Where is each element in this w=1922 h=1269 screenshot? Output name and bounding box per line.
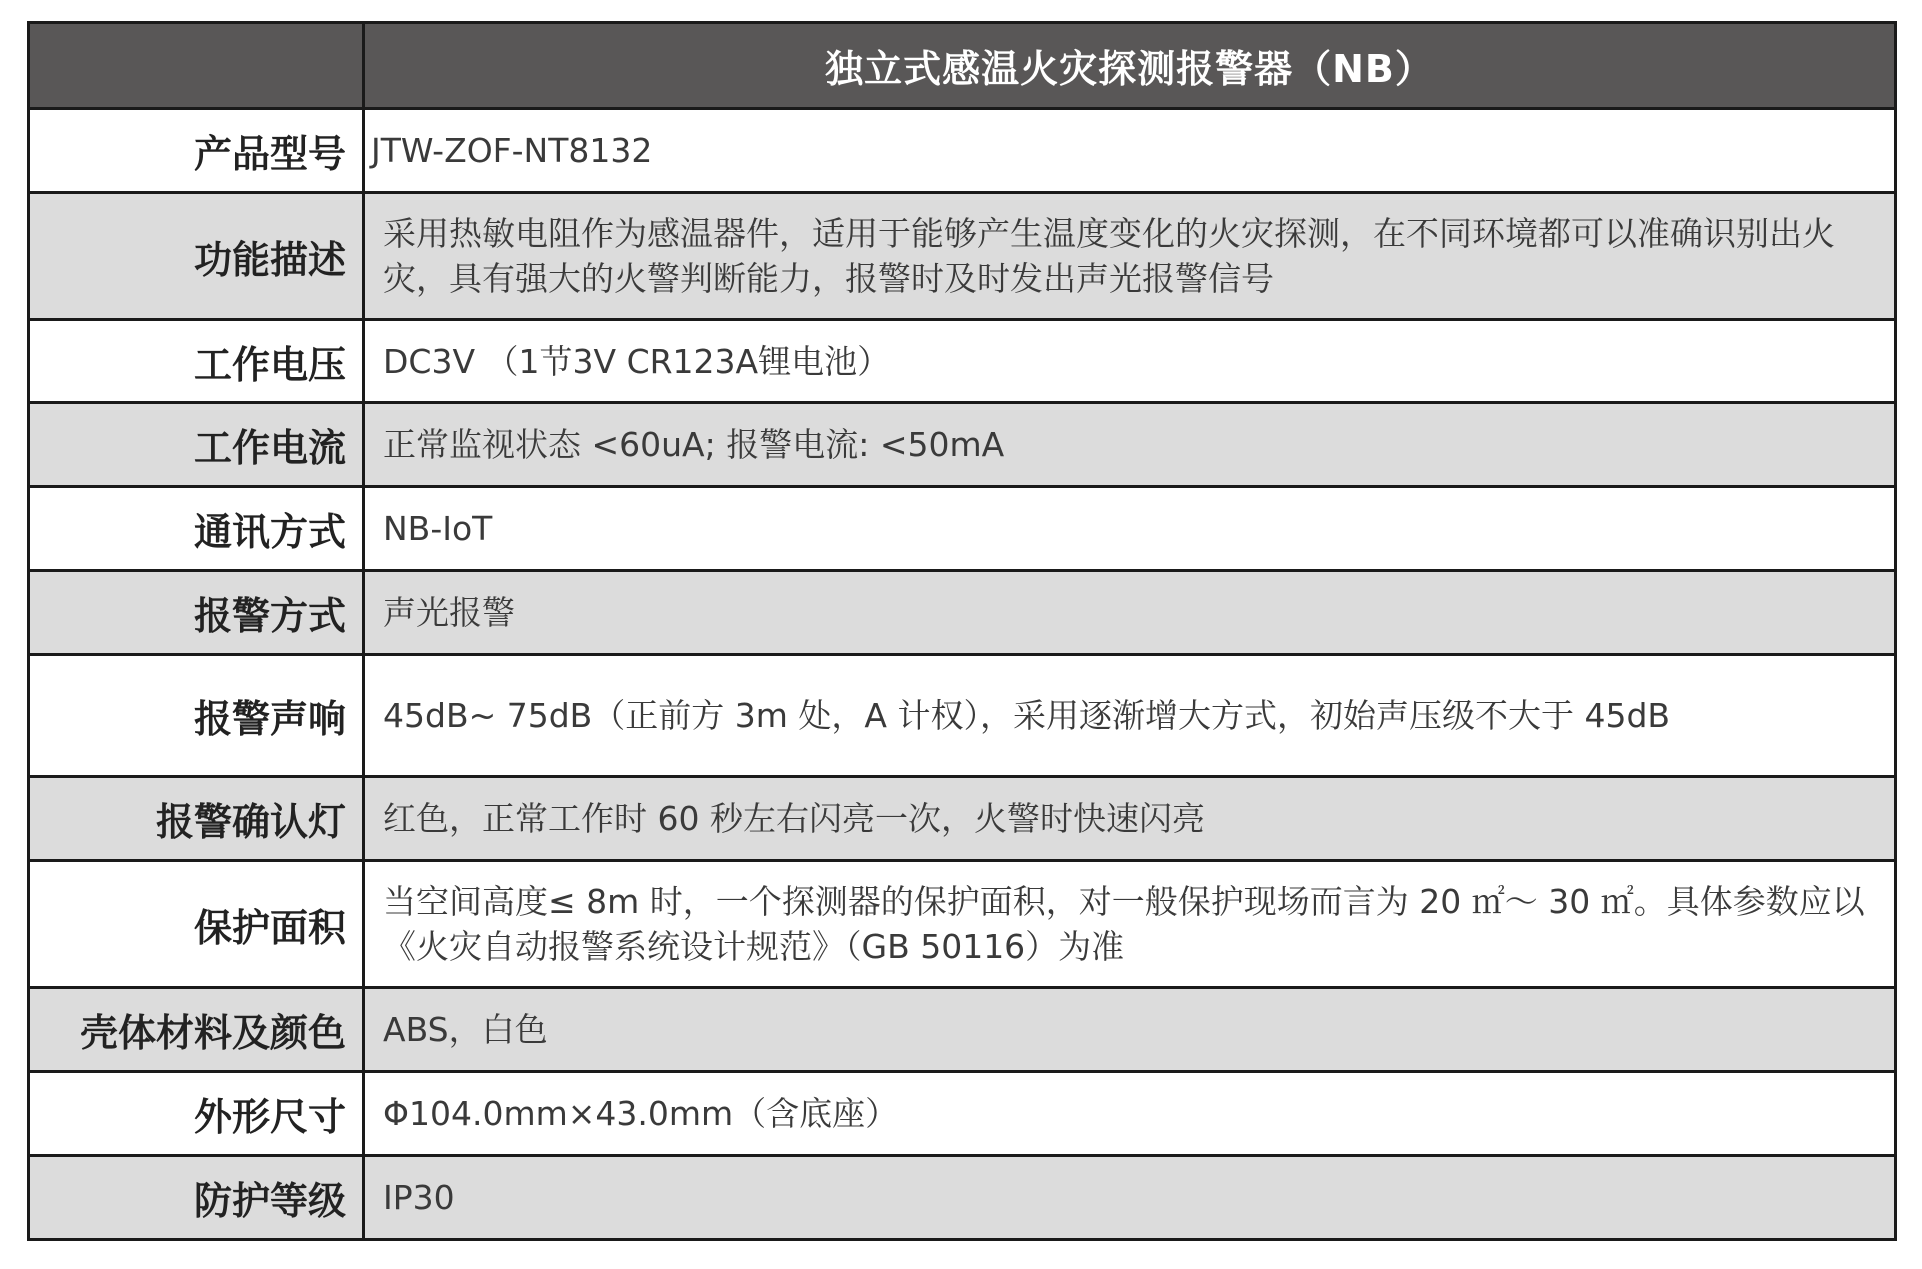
table-row (29, 861, 1896, 988)
table-row (29, 487, 1896, 571)
row-value: DC3V （1节3V CR123A锂电池） (364, 320, 1896, 403)
row-value: 正常监视状态 <60uA; 报警电流: <50mA (364, 403, 1896, 487)
row-label: 外形尺寸 (29, 1072, 364, 1156)
spec-table (27, 21, 1897, 1241)
table-row (29, 193, 1896, 320)
table-row (29, 655, 1896, 777)
table-row (29, 403, 1896, 487)
table-title: 独立式感温火灾探测报警器（NB） (364, 23, 1896, 109)
row-value: 红色，正常工作时 60 秒左右闪亮一次，火警时快速闪亮 (364, 777, 1896, 861)
row-value: 采用热敏电阻作为感温器件，适用于能够产生温度变化的火灾探测，在不同环境都可以准确识别出火灾，具有强大的火警判断能力，报警时及时发出声光报警信号 (364, 193, 1896, 320)
row-label: 报警方式 (29, 571, 364, 655)
row-label: 产品型号 (29, 109, 364, 193)
row-value: 声光报警 (364, 571, 1896, 655)
table-row (29, 777, 1896, 861)
row-label: 保护面积 (29, 861, 364, 988)
row-value: IP30 (364, 1156, 1896, 1240)
header-corner-cell (29, 23, 364, 109)
row-value: NB-IoT (364, 487, 1896, 571)
row-value: 当空间高度≤ 8m 时，一个探测器的保护面积，对一般保护现场而言为 20 ㎡～ 30 ㎡。具体参数应以《火灾自动报警系统设计规范》（GB 50116）为准 (364, 861, 1896, 988)
table-row (29, 988, 1896, 1072)
table-header-row (29, 23, 1896, 109)
row-label: 报警确认灯 (29, 777, 364, 861)
row-label: 工作电流 (29, 403, 364, 487)
table-row (29, 320, 1896, 403)
row-label: 报警声响 (29, 655, 364, 777)
table-row (29, 571, 1896, 655)
row-value: JTW-ZOF-NT8132 (364, 109, 1896, 193)
row-label: 防护等级 (29, 1156, 364, 1240)
table-row (29, 1072, 1896, 1156)
row-label: 工作电压 (29, 320, 364, 403)
row-label: 功能描述 (29, 193, 364, 320)
row-value: ABS，白色 (364, 988, 1896, 1072)
table-row (29, 109, 1896, 193)
table-row (29, 1156, 1896, 1240)
row-label: 通讯方式 (29, 487, 364, 571)
row-value: 45dB~ 75dB（正前方 3m 处，A 计权），采用逐渐增大方式，初始声压级不大于 45dB (364, 655, 1896, 777)
row-label: 壳体材料及颜色 (29, 988, 364, 1072)
row-value: Φ104.0mm×43.0mm（含底座） (364, 1072, 1896, 1156)
